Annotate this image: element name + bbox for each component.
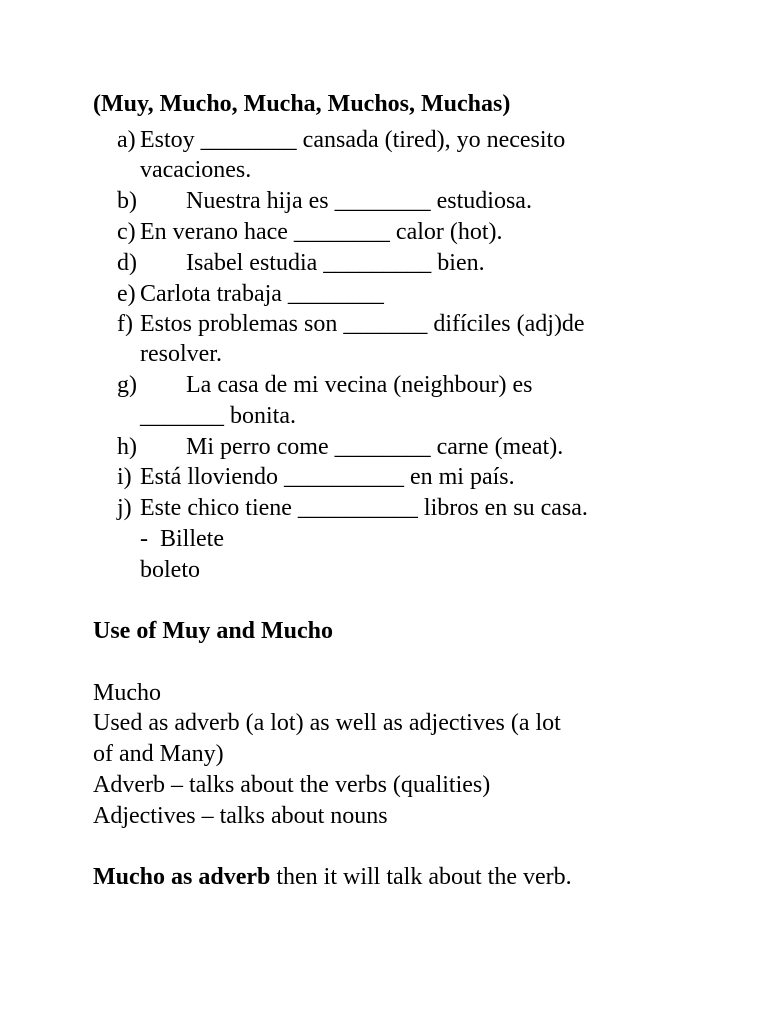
item-d-line-1: Isabel estudia _________ bien. [186,250,485,276]
item-b-line-1: Nuestra hija es ________ estudiosa. [186,188,532,214]
explanation-line-4: Adjectives – talks about nouns [93,803,388,829]
item-a-line-2: vacaciones. [140,157,252,183]
item-a-label: a) [117,127,136,153]
section-title: Use of Muy and Mucho [93,618,334,644]
item-a-line-1: Estoy ________ cansada (tired), yo necesito [140,127,566,153]
item-f-label: f) [117,311,133,337]
item-g-label: g) [117,372,137,398]
item-f-line-1: Estos problemas son _______ difíciles (adj)de [140,311,585,337]
item-h-label: h) [117,434,137,460]
item-e-line-1: Carlota trabaja ________ [140,281,384,307]
item-d-label: d) [117,250,137,276]
item-i-label: i) [117,464,132,490]
final-rest: then it will talk about the verb. [270,864,572,890]
item-f-line-2: resolver. [140,341,222,367]
item-g-line-2: _______ bonita. [140,403,296,429]
explanation-line-2: of and Many) [93,741,224,767]
extra-line-boleto: boleto [140,557,200,583]
item-g-line-1: La casa de mi vecina (neighbour) es [186,372,533,398]
final-sentence [93,862,572,892]
explanation-line-1: Used as adverb (a lot) as well as adjectives (a lot [93,710,561,736]
final-bold-phrase: Mucho as adverb [93,864,271,890]
item-j-label: j) [117,495,132,521]
item-c-line-1: En verano hace ________ calor (hot). [140,219,503,245]
item-j-line-1: Este chico tiene __________ libros en su casa. [140,495,588,521]
mucho-heading: Mucho [93,680,161,706]
item-h-line-1: Mi perro come ________ carne (meat). [186,434,564,460]
item-c-label: c) [117,219,136,245]
extra-line-billete: - Billete [140,526,224,552]
explanation-line-3: Adverb – talks about the verbs (qualities) [93,772,491,798]
item-b-label: b) [117,188,137,214]
item-i-line-1: Está lloviendo __________ en mi país. [140,464,515,490]
exercise-heading: (Muy, Mucho, Mucha, Muchos, Muchas) [93,91,511,117]
item-e-label: e) [117,281,136,307]
